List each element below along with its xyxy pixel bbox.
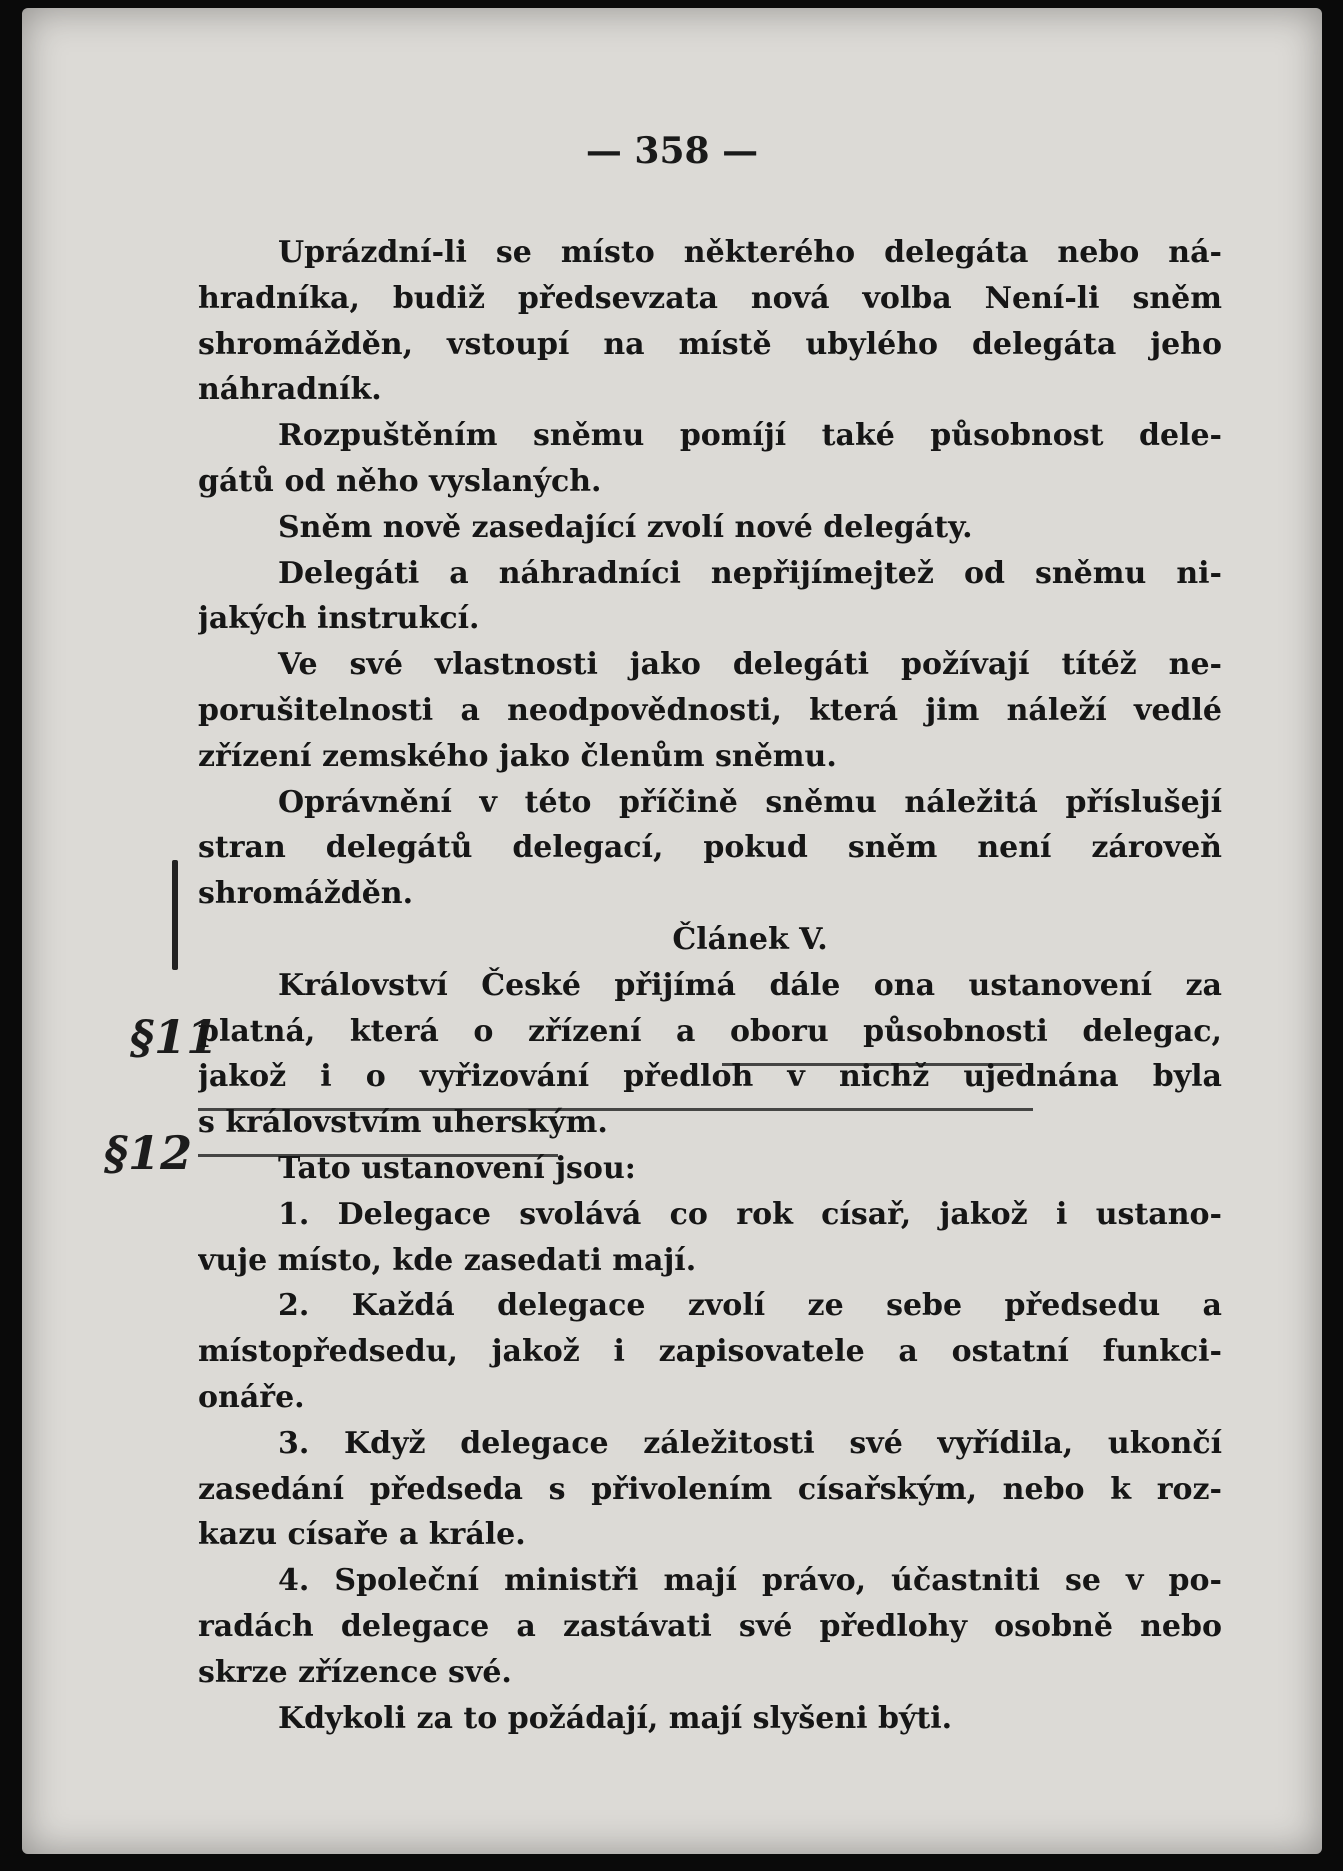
text-line: Kdykoli za to požádají, mají slyšeni býti. (278, 1700, 953, 1736)
text-line: Delegáti a náhradníci nepřijímejtež od sněmu ni- (278, 555, 1222, 591)
page-number: — 358 — (585, 130, 759, 172)
text-line: stran delegátů delegací, pokud sněm není zároveň (198, 830, 1222, 866)
text-line: porušitelnosti a neodpovědnosti, která jim náleží vedlé (198, 692, 1222, 728)
text-line: gátů od něho vyslaných. (198, 463, 602, 499)
text-line: s královstvím uherským. (198, 1105, 608, 1141)
text-line: kazu císaře a krále. (198, 1517, 526, 1553)
text-line: Sněm nově zasedající zvolí nové delegáty. (278, 509, 973, 545)
body-text (198, 230, 1222, 1741)
text-line: Oprávnění v této příčině sněmu náležitá příslušejí (278, 784, 1222, 820)
text-line: náhradník. (198, 372, 382, 408)
book-page (22, 8, 1322, 1854)
text-line: onáře. (198, 1379, 305, 1415)
text-line: místopředsedu, jakož i zapisovatele a ostatní funkci- (198, 1334, 1222, 1370)
text-line: Rozpuštěním sněmu pomíjí také působnost dele- (278, 418, 1222, 454)
text-line: hradníka, budiž předsevzata nová volba Není-li sněm (198, 280, 1222, 316)
margin-bracket (172, 860, 178, 970)
text-line: vuje místo, kde zasedati mají. (198, 1242, 697, 1278)
text-line: Uprázdní-li se místo některého delegáta nebo ná- (278, 235, 1222, 270)
text-line: jakých instrukcí. (198, 601, 480, 637)
text-line: shromážděn, vstoupí na místě ubylého delegáta jeho (198, 326, 1222, 362)
text-line: Tato ustanovení jsou: (278, 1150, 636, 1186)
text-line: platná, která o zřízení a oboru působnosti delegac, (198, 1013, 1222, 1049)
text-line: Království České přijímá dále ona ustanovení za (278, 967, 1222, 1003)
text-line: skrze zřízence své. (198, 1654, 512, 1690)
text-line: jakož i o vyřizování předloh v nichž ujednána byla (198, 1059, 1222, 1095)
text-line: 1. Delegace svolává co rok císař, jakož i ustano- (278, 1196, 1222, 1232)
text-line: 2. Každá delegace zvolí ze sebe předsedu a (278, 1288, 1222, 1324)
text-line: shromážděn. (198, 876, 414, 912)
text-line: Ve své vlastnosti jako delegáti požívají títéž ne- (278, 647, 1222, 683)
text-line: 4. Společní ministři mají právo, účastniti se v po- (278, 1563, 1222, 1599)
text-line: 3. Když delegace záležitosti své vyřídila, ukončí (278, 1425, 1222, 1461)
text-line: zřízení zemského jako členům sněmu. (198, 738, 837, 774)
article-heading: Článek V. (672, 921, 828, 957)
margin-note-section-11: §11 (130, 1010, 219, 1064)
text-line: radách delegace a zastávati své předlohy osobně nebo (198, 1608, 1222, 1644)
text-line: zasedání předseda s přivolením císařským, nebo k roz- (198, 1471, 1222, 1507)
margin-note-section-12: §12 (104, 1126, 193, 1180)
